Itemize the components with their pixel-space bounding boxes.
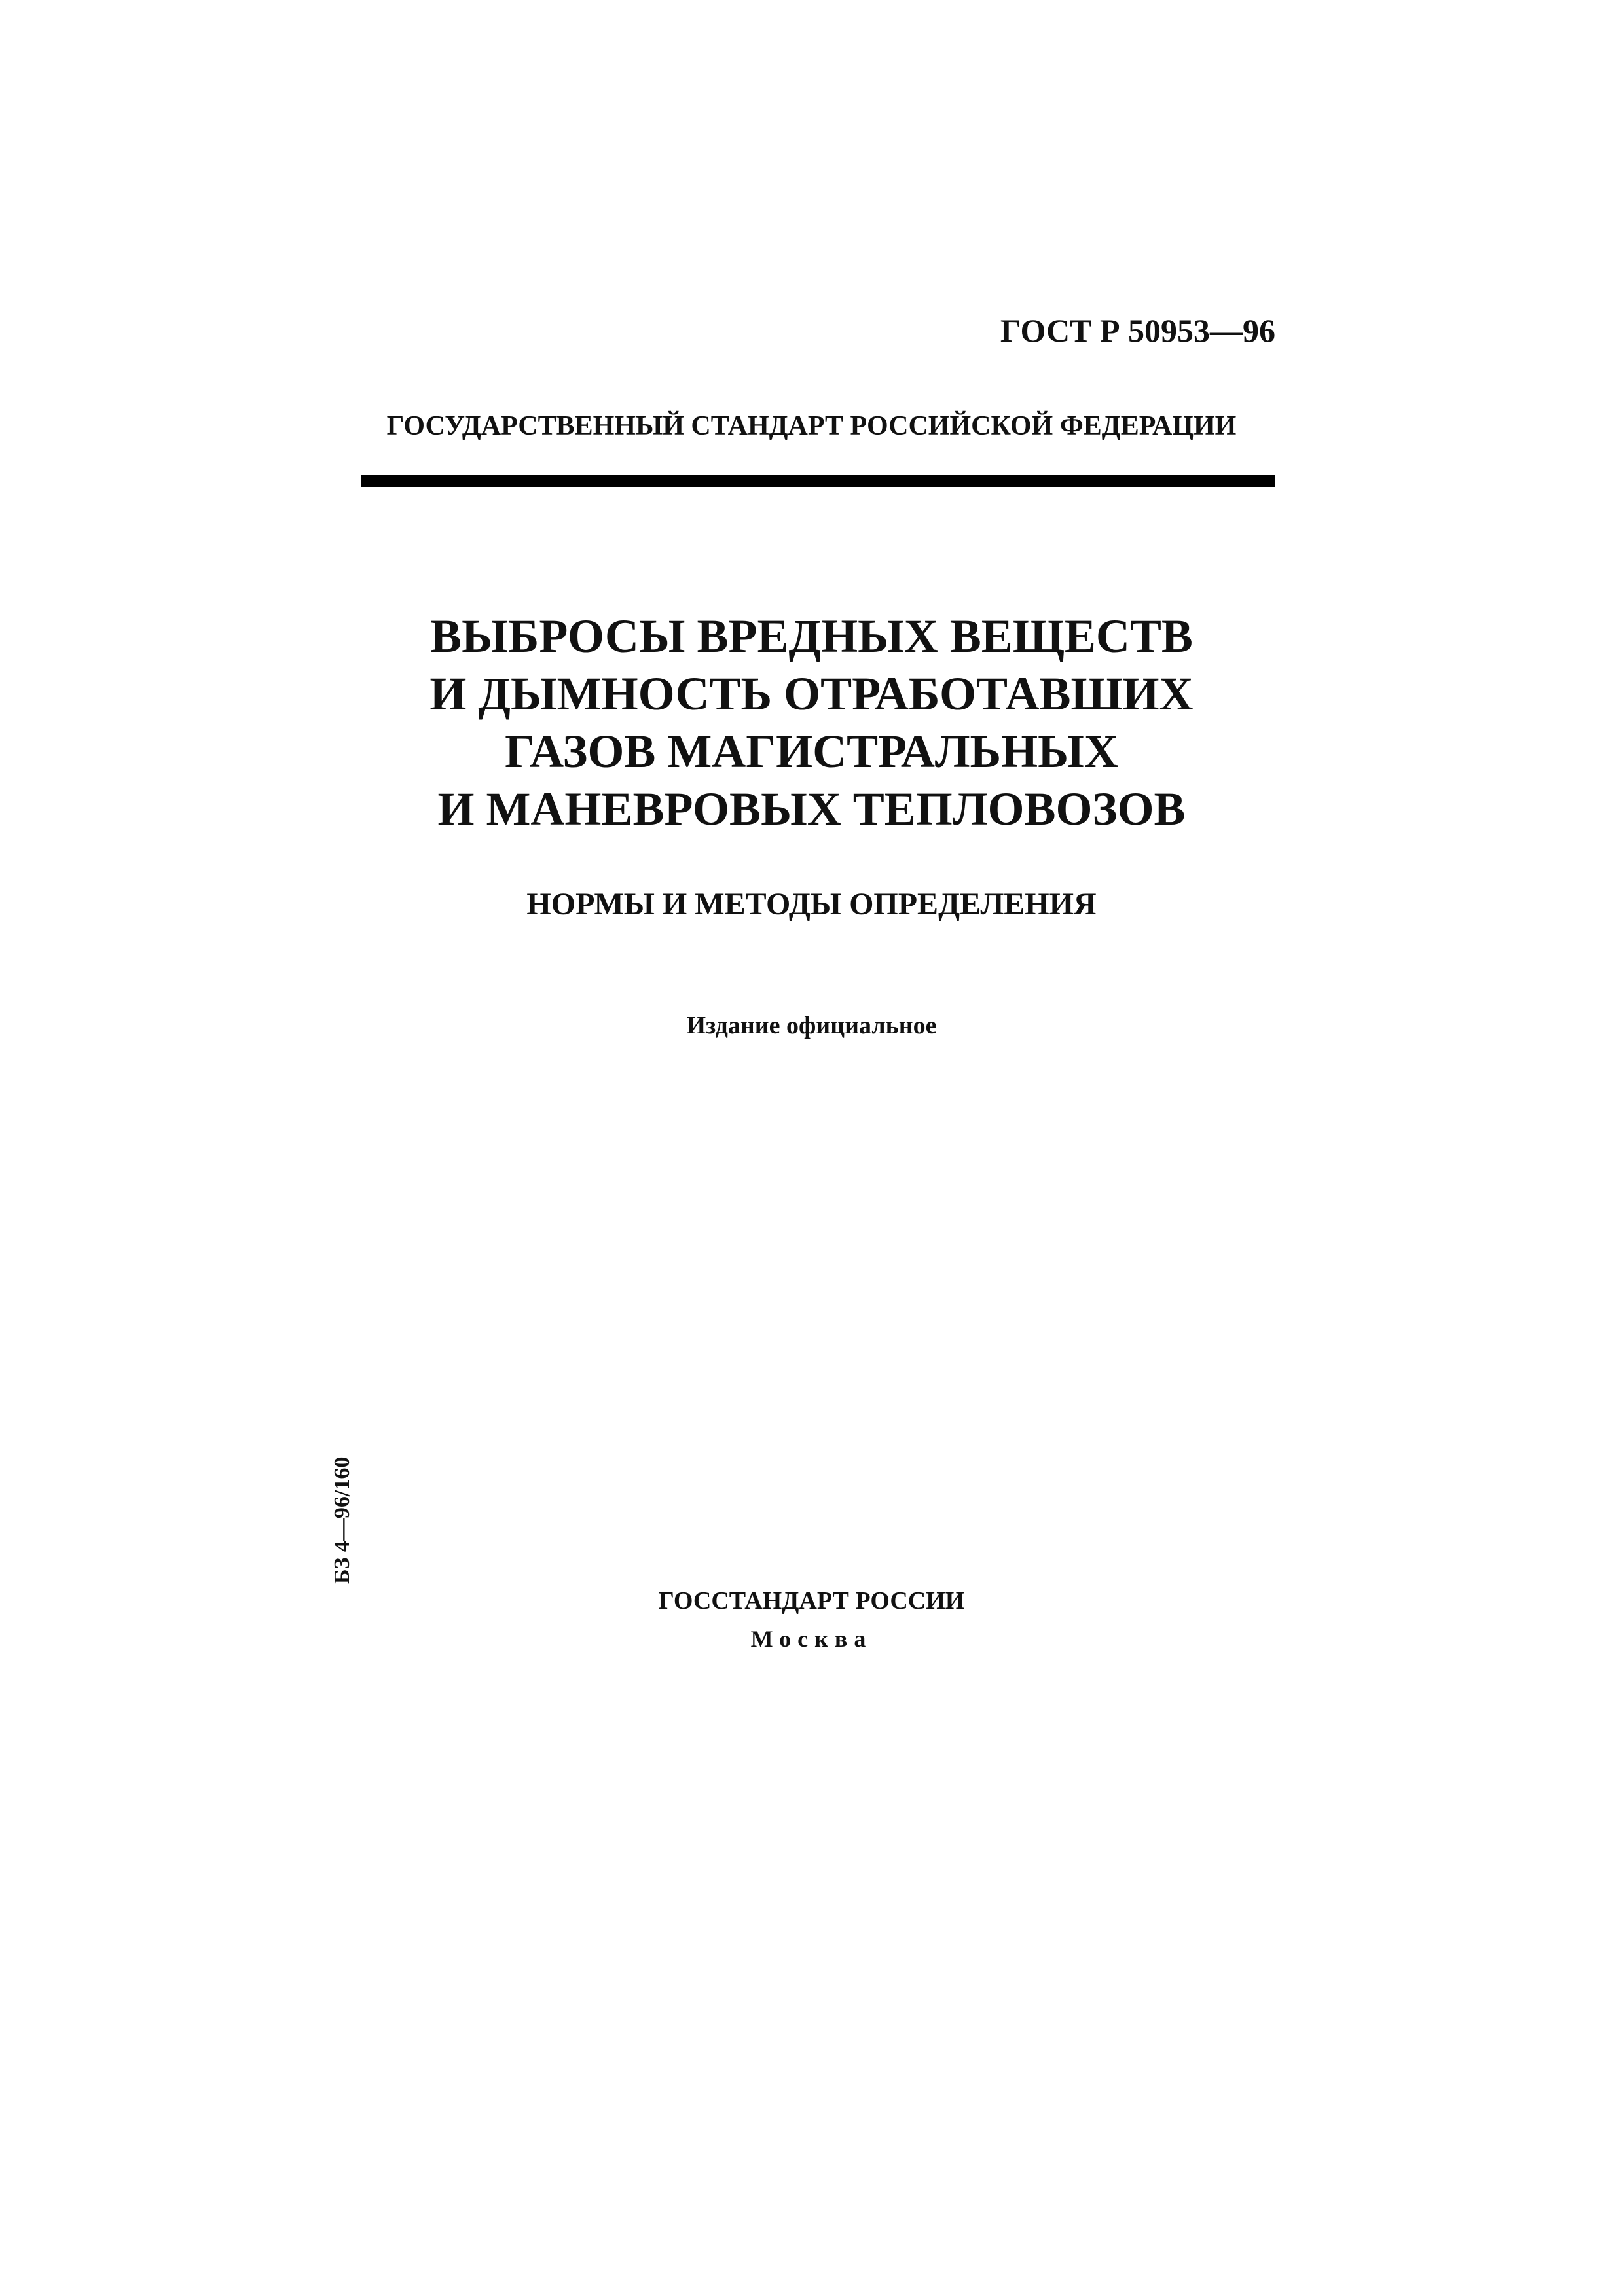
document-title	[0, 607, 1623, 838]
heading-divider	[361, 475, 1275, 487]
side-code: БЗ 4—96/160	[330, 1456, 354, 1584]
publisher-name: ГОССТАНДАРТ РОССИИ	[658, 1587, 965, 1615]
edition-label: Издание официальное	[686, 1012, 937, 1039]
publisher-city: Москва	[750, 1626, 873, 1652]
title-line-1: ВЫБРОСЫ ВРЕДНЫХ ВЕЩЕСТВ	[430, 610, 1193, 662]
document-subtitle: НОРМЫ И МЕТОДЫ ОПРЕДЕЛЕНИЯ	[526, 887, 1097, 922]
state-standard-heading: ГОСУДАРСТВЕННЫЙ СТАНДАРТ РОССИЙСКОЙ ФЕДЕРАЦИИ	[386, 411, 1237, 441]
title-line-2: И ДЫМНОСТЬ ОТРАБОТАВШИХ	[429, 668, 1194, 720]
title-line-3: ГАЗОВ МАГИСТРАЛЬНЫХ	[505, 725, 1118, 778]
gost-number: ГОСТ Р 50953—96	[1000, 312, 1275, 349]
title-line-4: И МАНЕВРОВЫХ ТЕПЛОВОЗОВ	[437, 783, 1186, 835]
